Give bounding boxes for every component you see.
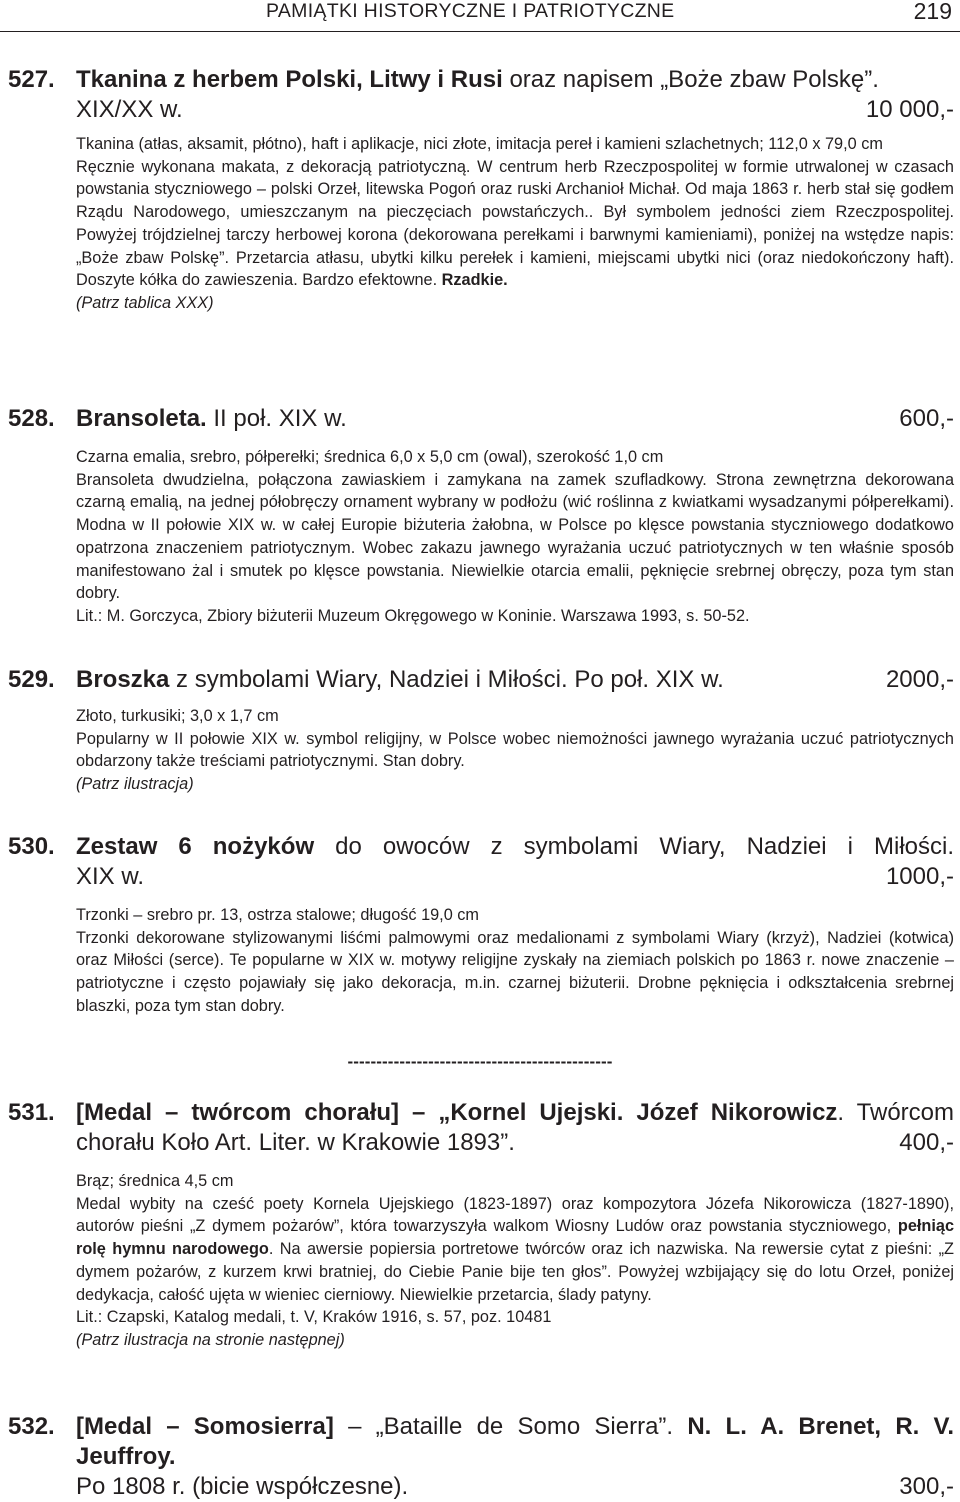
lot-529 bbox=[8, 665, 954, 796]
lot-title bbox=[76, 665, 954, 695]
lot-description bbox=[76, 133, 954, 315]
description-text bbox=[76, 156, 954, 292]
lot-description bbox=[76, 705, 954, 796]
lot-title bbox=[76, 1098, 954, 1158]
title-bold: [Medal – twórcom chorału] – „Kornel Ujejski. Józef Nikorowicz bbox=[76, 1099, 838, 1126]
title-rest: II poł. XIX w. bbox=[206, 405, 347, 432]
description-text: Popularny w II połowie XIX w. symbol religijny, w Polsce wobec niemożności jawnego wyrażania uczuć patriotycznych obdarzony także treściami patriotycznymi. Stan dobry. bbox=[76, 729, 954, 771]
page-header bbox=[0, 0, 960, 30]
title-rest: oraz napisem „Boże zbaw Polskę”. bbox=[502, 66, 879, 93]
lot-532 bbox=[8, 1412, 954, 1502]
reference: (Patrz ilustracja na stronie następnej) bbox=[76, 1330, 345, 1349]
lot-price: 2000,- bbox=[885, 666, 954, 693]
lot-price: 10 000,- bbox=[865, 96, 954, 123]
reference: (Patrz ilustracja) bbox=[76, 775, 194, 794]
lot-price: 400,- bbox=[899, 1129, 954, 1156]
text-emphasis: pełniąc rolę hymnu narodowego bbox=[76, 1217, 954, 1259]
material: Złoto, turkusiki; 3,0 x 1,7 cm bbox=[76, 707, 279, 725]
lot-number: 529. bbox=[8, 666, 55, 693]
title-bold: Bransoleta. bbox=[76, 405, 207, 432]
text-part: . Na awersie popiersia portretowe twórców oraz ich nazwiska. Na rewersie cytat z pieśni: „Z dymem pożarów, z kurzem krwi bratniej, do Ciebie Panie bije ten głos”. Powyżej wzbijający się do lotu Orzeł, poniżej dedykacja, całość ujęta w wieniec cierniowy. Niewielkie przetarcia, ślady patyny. bbox=[76, 1240, 955, 1304]
lot-number: 528. bbox=[8, 405, 55, 432]
lot-number: 531. bbox=[8, 1099, 55, 1126]
lot-number: 527. bbox=[8, 66, 55, 93]
title-line2: XIX/XX w. bbox=[76, 96, 183, 123]
title-rest: do owoców z symbolami Wiary, Nadziei i Miłości. bbox=[314, 833, 954, 860]
description-text: Trzonki dekorowane stylizowanymi liśćmi palmowymi oraz medalionami z symbolami Wiary (krzyż), Nadziei (kotwica) oraz Miłości (serce). Te popularne w XIX w. motywy religijne zyskały na ziemiach polskich po 1863 r. nowe znaczenie – patriotyczne i często pojawiały się jako dekoracja, m.in. czarnej biżuterii. Drobne pęknięcia i odkształcenia srebrnej blaszki, poza tym stan dobry. bbox=[76, 928, 954, 1015]
lot-number: 532. bbox=[8, 1413, 55, 1440]
title-bold: N. L. A. Brenet, R. V. Jeuffroy. bbox=[76, 1413, 955, 1470]
title-rest: . Twórcom bbox=[837, 1099, 954, 1126]
literature: Lit.: Czapski, Katalog medali, t. V, Kraków 1916, s. 57, poz. 10481 bbox=[76, 1308, 552, 1327]
text: Ręcznie wykonana makata, z dekoracją patriotyczną. W centrum herb Rzeczpospolitej w formie utrwalonej w czasach powstania styczniowego – polski Orzeł, litewska Pogoń oraz ruski Archanioł Michał. Od maja 1863 r. herb stał się godłem Rządu Narodowego, umieszczanym na pieczęciach powstańczych.. Był symbolem jedności ziem Rzeczpospolitej. Powyżej trójdzielnej tarczy herbowej korona (dekorowana perełkami i barwnymi kamieniami), poniżej na wstędze napis: „Boże zbaw Polskę”. Przetarcia atłasu, ubytki kilku perełek i kamieni, miejscami ubytki nici (oraz niedokończony haft). Doszyte kółka do zawieszenia. Bardzo efektowne. bbox=[76, 157, 954, 290]
title-rest: z symbolami Wiary, Nadziei i Miłości. Po poł. XIX w. bbox=[169, 666, 724, 693]
header-rule bbox=[0, 31, 960, 32]
rarity: Rzadkie. bbox=[441, 271, 508, 290]
lot-price: 300,- bbox=[899, 1473, 954, 1500]
reference: (Patrz tablica XXX) bbox=[76, 293, 214, 312]
lot-title bbox=[76, 832, 954, 892]
description-text: Bransoleta dwudzielna, połączona zawiaskiem i zamykana na zamek szufladkowy. Strona zewnętrzna dekorowana czarną emalią, na jednej półobręczy ornament wybrany w podłożu (wić roślinna z kwiatkami wysadzanymi półperełkami). Modna w II połowie XIX w. w całej Europie biżuteria żałobna, w Polsce po klęsce powstania styczniowego dodatkowo opatrzona znaczeniem patriotycznym. Wobec zakazu jawnego wyrażania uczuć patriotycznych w ten właśnie sposób manifestowano żal i smutek po klęsce powstania. Niewielkie otarcia emalii, pęknięcie srebrnej obręczy, poza tym stan dobry. bbox=[76, 470, 954, 603]
title-bold: [Medal – Somosierra] bbox=[76, 1413, 334, 1440]
lot-description bbox=[76, 904, 954, 1018]
title-line2: Po 1808 r. (bicie współczesne). bbox=[76, 1473, 409, 1500]
section-separator: ---------------------------------------------- bbox=[347, 1052, 613, 1071]
lot-531 bbox=[8, 1098, 954, 1352]
title-line2: XIX w. bbox=[76, 863, 145, 890]
lot-530 bbox=[8, 832, 954, 1018]
literature: Lit.: M. Gorczyca, Zbiory biżuterii Muzeum Okręgowego w Koninie. Warszawa 1993, s. 50-52. bbox=[76, 606, 750, 625]
lot-528 bbox=[8, 404, 954, 628]
material: Trzonki – srebro pr. 13, ostrza stalowe; długość 19,0 cm bbox=[76, 906, 479, 924]
title-bold: Broszka bbox=[76, 666, 170, 693]
lot-price: 600,- bbox=[899, 405, 954, 432]
lot-title bbox=[76, 404, 954, 434]
lot-description bbox=[76, 446, 954, 628]
title-line2: chorału Koło Art. Liter. w Krakowie 1893”. bbox=[76, 1129, 515, 1156]
text-part: Medal wybity na cześć poety Kornela Ujejskiego (1823-1897) oraz kompozytora Józefa Nikorowicza (1827-1890), autorów pieśni „Z dymem pożarów”, która towarzyszyła walkom Wiosny Ludów oraz powstania styczniowego, bbox=[76, 1194, 954, 1236]
page-number: 219 bbox=[913, 0, 952, 24]
title-bold: Zestaw 6 nożyków bbox=[76, 833, 315, 860]
description-text bbox=[76, 1193, 954, 1307]
title-bold: Tkanina z herbem Polski, Litwy i Rusi bbox=[76, 66, 503, 93]
lot-description bbox=[76, 1170, 954, 1352]
lot-title bbox=[76, 1412, 954, 1502]
title-mid: – „Bataille de Somo Sierra”. bbox=[333, 1413, 688, 1440]
lot-527 bbox=[8, 65, 954, 315]
lot-price: 1000,- bbox=[885, 863, 954, 890]
lot-number: 530. bbox=[8, 833, 55, 860]
running-head: PAMIĄTKI HISTORYCZNE I PATRIOTYCZNE bbox=[266, 0, 675, 22]
material: Tkanina (atłas, aksamit, płótno), haft i aplikacje, nici złote, imitacja pereł i kamieni szlachetnych; 112,0 x 79,0 cm bbox=[76, 135, 883, 153]
material: Brąz; średnica 4,5 cm bbox=[76, 1172, 234, 1190]
lot-title bbox=[76, 65, 954, 125]
material: Czarna emalia, srebro, półperełki; średnica 6,0 x 5,0 cm (owal), szerokość 1,0 cm bbox=[76, 448, 664, 466]
